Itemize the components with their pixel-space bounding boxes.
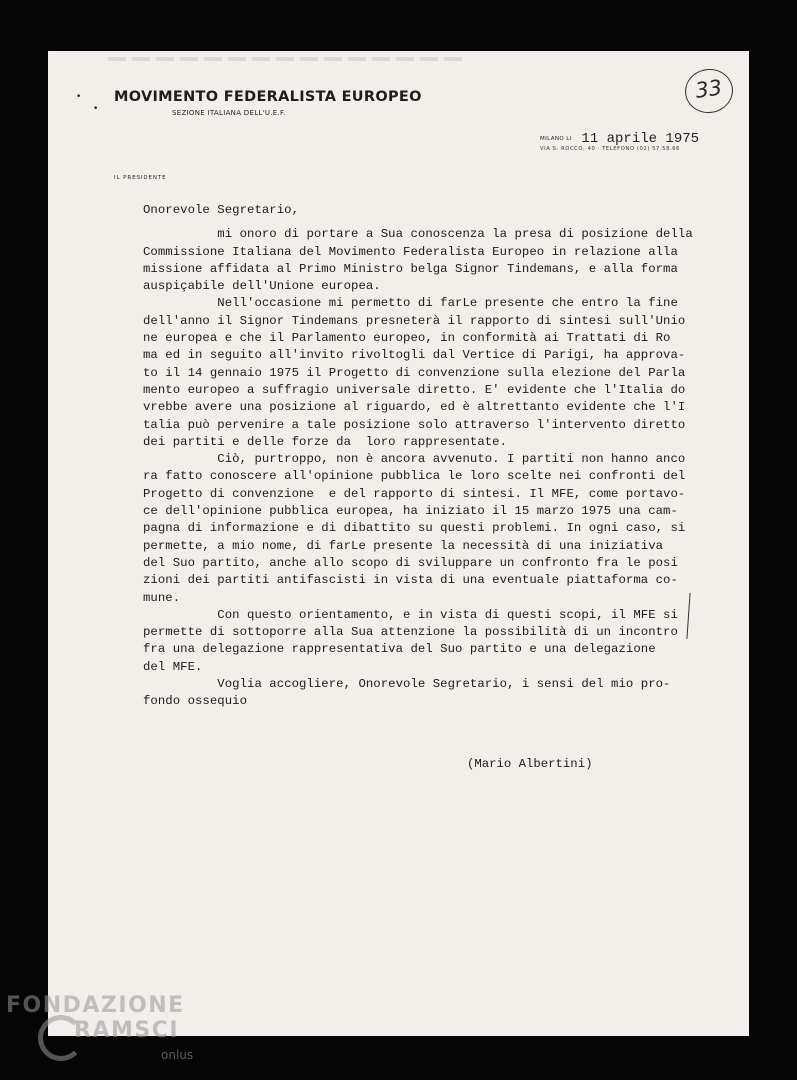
archive-watermark — [4, 993, 204, 1073]
letter-line: Nell'occasione mi permetto di farLe presente che entro la fine — [143, 296, 678, 311]
letter-line: Progetto di convenzione e del rapporto di sintesi. Il MFE, come portavo- — [143, 486, 686, 501]
letter-line: mune. — [143, 590, 181, 605]
letter-line: dell'anno il Signor Tindemans presneterà il rapporto di sintesi sull'Unio — [143, 313, 686, 328]
letter-line: del MFE. — [143, 659, 203, 674]
letterhead-role: IL PRESIDENTE — [114, 175, 167, 181]
letter-line: talia può pervenire a tale posizione solo attraverso l'intervento diretto — [143, 417, 686, 432]
letter-line: zioni dei partiti antifascisti in vista di una eventuale piattaforma co- — [143, 573, 678, 588]
letter-line: Ciò, purtroppo, non è ancora avvenuto. I partiti non hanno anco — [143, 452, 686, 467]
letter-line: ma ed in seguito all'invito rivoltogli dal Vertice di Parigi, ha approva- — [143, 348, 686, 363]
letter-line: Voglia accogliere, Onorevole Segretario, i sensi del mio pro- — [143, 677, 671, 692]
letter-line: vrebbe avere una posizione al riguardo, ed è altrettanto evidente che l'I — [143, 400, 686, 415]
watermark-line3: onlus — [161, 1048, 194, 1062]
letter-line: ce dell'opinione pubblica europea, ha iniziato il 15 marzo 1975 una cam- — [143, 504, 678, 519]
letter-line — [143, 219, 703, 226]
watermark-line1: FONDAZIONE — [6, 993, 185, 1018]
punch-dot-icon: • — [76, 92, 82, 102]
letter-line: auspiçabile dell'Unione europea. — [143, 279, 381, 294]
letter-line: permette di sottoporre alla Sua attenzione la possibilità di un incontro — [143, 625, 678, 640]
watermark-line2: RAMSCI — [74, 1018, 180, 1043]
letter-line: del Suo partito, anche allo scopo di sviluppare un confronto fra le posi — [143, 555, 678, 570]
letter-line: fondo ossequio — [143, 694, 248, 709]
letter-line: Commissione Italiana del Movimento Federalista Europeo in relazione alla — [143, 244, 678, 259]
dateline-date: 11 aprile 1975 — [581, 131, 700, 147]
letter-body — [143, 202, 703, 711]
letter-line: Onorevole Segretario, — [143, 203, 300, 217]
letter-line: permette, a mio nome, di farLe presente la necessità di una iniziativa — [143, 538, 664, 553]
page-number-stamp — [682, 66, 736, 116]
letterhead-address: VIA S. ROCCO, 40 · TELEFONO (02) 57.58.66 — [540, 146, 681, 152]
page-number: 33 — [693, 75, 724, 103]
letter-line: dei partiti e delle forze da loro rappresentate. — [143, 434, 508, 449]
faded-bleed-through — [108, 57, 468, 61]
letter-line: missione affidata al Primo Ministro belga Signor Tindemans, e alla forma — [143, 261, 678, 276]
punch-dot-icon: • — [93, 104, 99, 114]
dateline — [540, 129, 699, 147]
signature: (Mario Albertini) — [467, 757, 593, 771]
dateline-place: MILANO LI — [540, 136, 572, 142]
letter-line: mento europeo a suffragio universale diretto. E' evidente che l'Italia do — [143, 382, 686, 397]
letter-line: mi onoro di portare a Sua conoscenza la presa di posizione della — [143, 227, 693, 242]
letter-line: Con questo orientamento, e in vista di questi scopi, il MFE si — [143, 607, 678, 622]
letter-line: ra fatto conoscere all'opinione pubblica le loro scelte nei confronti del — [143, 469, 686, 484]
letter-line: to il 14 gennaio 1975 il Progetto di convenzione sulla elezione del Parla — [143, 365, 686, 380]
letterhead-section: SEZIONE ITALIANA DELL'U.E.F. — [172, 109, 286, 117]
letter-line: pagna di informazione e di dibattito su questi problemi. In ogni caso, si — [143, 521, 686, 536]
letterhead-organization: MOVIMENTO FEDERALISTA EUROPEO — [114, 89, 422, 105]
letter-line: fra una delegazione rappresentativa del Suo partito e una delegazione — [143, 642, 656, 657]
letter-line: ne europea e che il Parlamento europeo, in conformità ai Trattati di Ro — [143, 331, 671, 346]
letter-page — [48, 51, 749, 1036]
